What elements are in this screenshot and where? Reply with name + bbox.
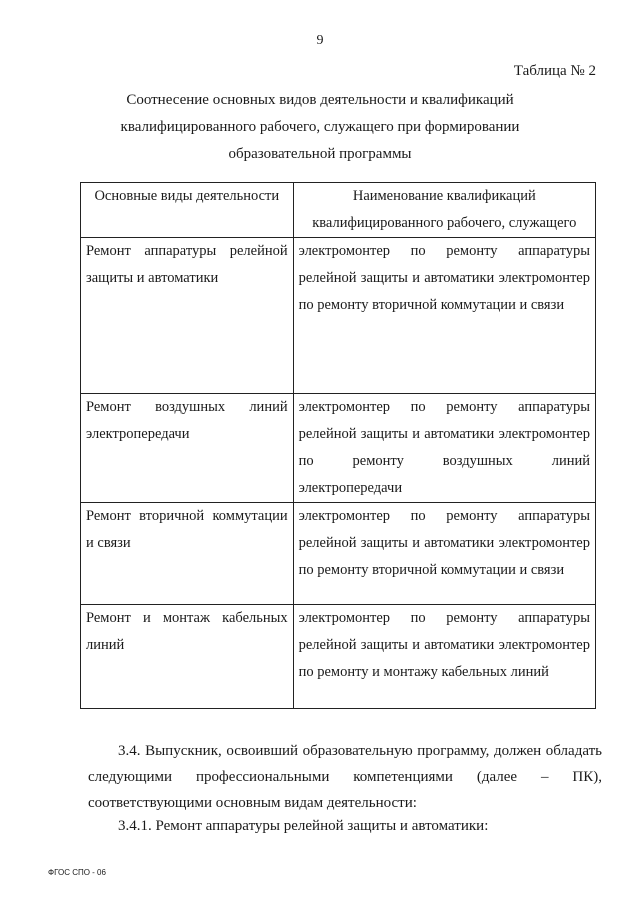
table-header-row — [81, 183, 596, 238]
table-row — [81, 605, 596, 709]
paragraph-3-4: 3.4. Выпускник, освоивший образовательную программу, должен обладать следующими профессиональными компетенциями (далее – ПК), соответствующими основным видам деятельности: — [88, 743, 602, 811]
qualification-cell: электромонтер по ремонту аппаратуры релейной защиты и автоматики электромонтер по ремонту воздушных линий электропередачи — [293, 394, 595, 503]
activity-cell: Ремонт аппаратуры релейной защиты и автоматики — [81, 238, 294, 394]
footer-code: ФГОС СПО - 06 — [48, 868, 106, 877]
title-line-1: Соотнесение основных видов деятельности и квалификаций — [126, 92, 514, 108]
header-activities: Основные виды деятельности — [81, 183, 294, 238]
table-title — [70, 87, 570, 168]
qualification-cell: электромонтер по ремонту аппаратуры релейной защиты и автоматики электромонтер по ремонту вторичной коммутации и связи — [293, 503, 595, 605]
table-row — [81, 238, 596, 394]
paragraph-3-4-1: 3.4.1. Ремонт аппаратуры релейной защиты и автоматики: — [118, 818, 489, 834]
activity-cell: Ремонт вторичной коммутации и связи — [81, 503, 294, 605]
qualification-cell: электромонтер по ремонту аппаратуры релейной защиты и автоматики электромонтер по ремонту вторичной коммутации и связи — [293, 238, 595, 394]
page-number: 9 — [316, 33, 324, 48]
table-label: Таблица № 2 — [513, 63, 596, 79]
table-row — [81, 503, 596, 605]
qualifications-table — [80, 182, 596, 709]
title-line-2: квалифицированного рабочего, служащего при формировании — [120, 119, 520, 135]
table-row — [81, 394, 596, 503]
header-qualifications: Наименование квалификаций квалифицированного рабочего, служащего — [293, 183, 595, 238]
activity-cell: Ремонт воздушных линий электропередачи — [81, 394, 294, 503]
qualification-cell: электромонтер по ремонту аппаратуры релейной защиты и автоматики электромонтер по ремонту и монтажу кабельных линий — [293, 605, 595, 709]
title-line-3: образовательной программы — [228, 146, 412, 162]
activity-cell: Ремонт и монтаж кабельных линий — [81, 605, 294, 709]
